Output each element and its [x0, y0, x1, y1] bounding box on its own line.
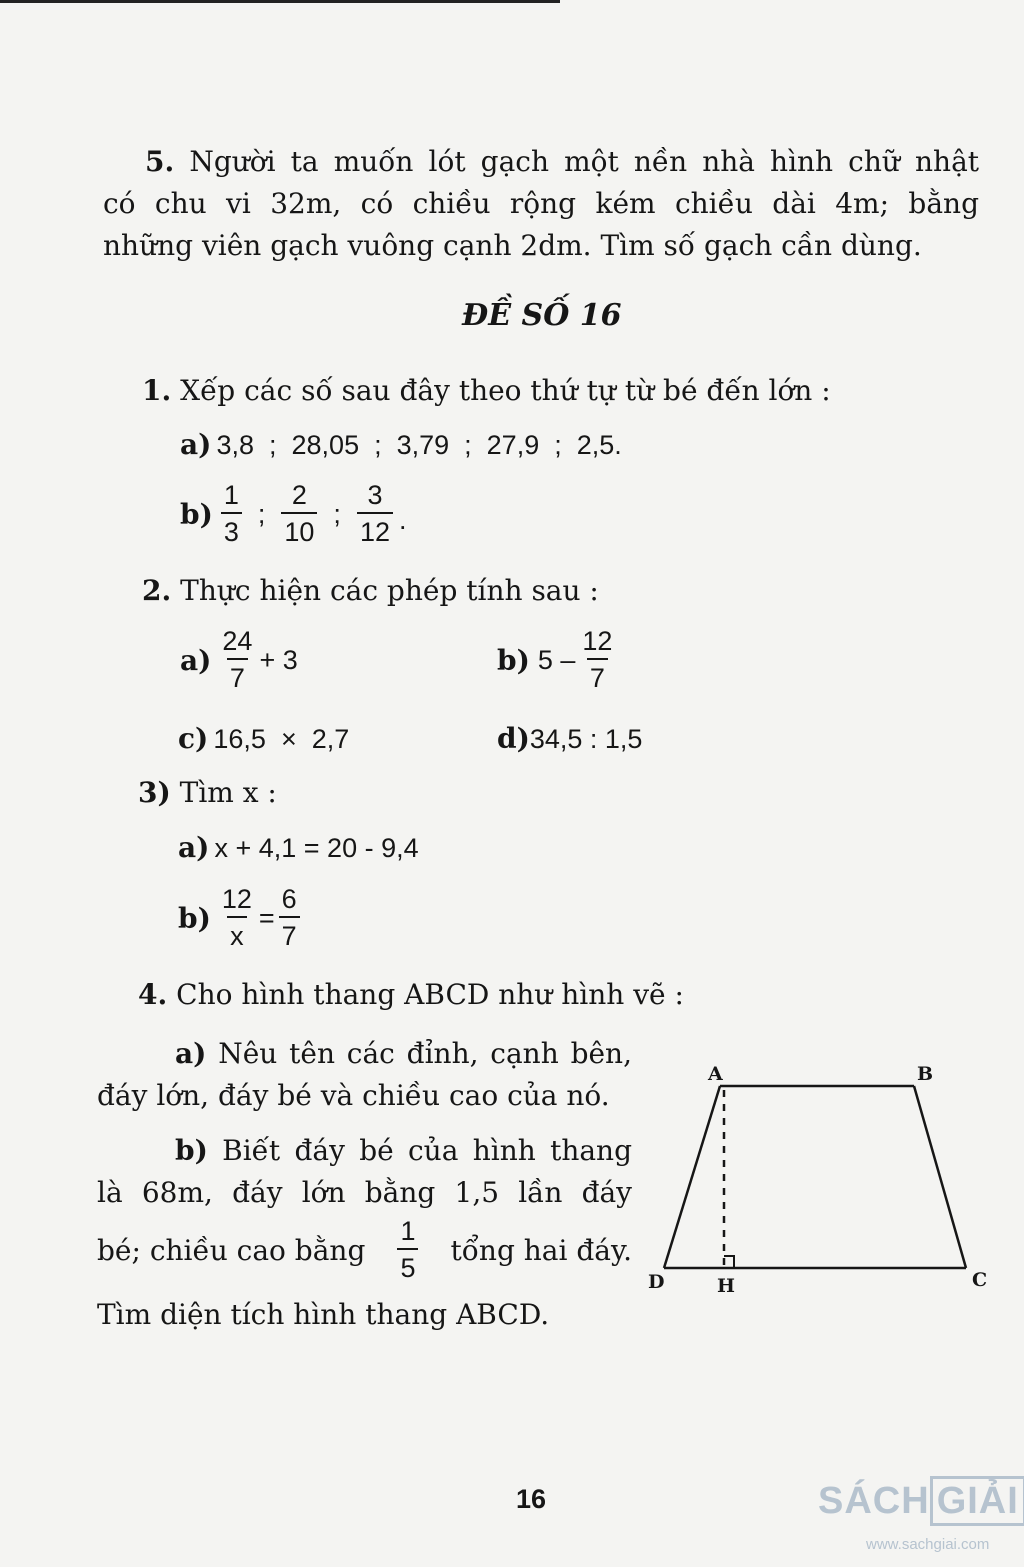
watermark-url: www.sachgiai.com [866, 1536, 990, 1553]
question-3b [178, 882, 304, 954]
question-3a-label: a) [178, 831, 210, 864]
question-4-text: Cho hình thang ABCD như hình vẽ : [176, 978, 684, 1011]
vertex-c-label: C [972, 1269, 988, 1291]
problem-5-line-1 [103, 141, 979, 183]
question-2a-label: a) [180, 643, 212, 677]
side-bc [914, 1086, 966, 1268]
question-4b-label: b) [175, 1134, 208, 1167]
question-2c-label: c) [178, 722, 209, 755]
question-4a-line-2: đáy lớn, đáy bé và chiều cao của nó. [97, 1079, 610, 1112]
question-3a-text: x + 4,1 = 20 - 9,4 [214, 833, 419, 863]
side-ad [664, 1086, 720, 1268]
watermark-brand-left: SÁCH [818, 1480, 930, 1522]
vertex-b-label: B [917, 1063, 934, 1085]
question-4a-line-1: a) Nêu tên các đỉnh, cạnh bên, [97, 1033, 632, 1075]
separator: ; [257, 498, 266, 529]
question-1a-values: 3,8 ; 28,05 ; 3,79 ; 27,9 ; 2,5. [216, 430, 622, 460]
fraction-6-7: $\frac{6}{7}$ [279, 882, 300, 954]
question-3b-label: b) [178, 901, 211, 935]
fraction-12-x: $\frac{12}{x}$ [219, 882, 255, 954]
question-1-number: 1. [142, 374, 172, 407]
top-edge-line [0, 0, 560, 3]
question-1a [180, 428, 622, 461]
fraction-2-10: $\frac{2}{10}$ [281, 478, 317, 550]
question-2b [497, 624, 619, 696]
question-1-text: Xếp các số sau đây theo thứ tự từ bé đến lớn : [180, 374, 831, 407]
right-angle-mark [724, 1256, 734, 1268]
question-2d-text: 34,5 : 1,5 [529, 724, 643, 754]
question-2a-rest: + 3 [259, 644, 298, 675]
watermark-brand-box: GIẢI [930, 1476, 1024, 1526]
question-2b-label: b) [497, 643, 530, 677]
vertex-h-label: H [717, 1275, 735, 1297]
separator: ; [333, 498, 341, 529]
fraction-24-7: $\frac{24}{7}$ [219, 624, 255, 696]
exam-title: ĐỀ SỐ 16 [462, 298, 622, 333]
question-4b-line-3: bé; chiều cao bằng $\frac{1}{5}$ tổng hai đáy. [97, 1214, 632, 1286]
vertex-d-label: D [648, 1271, 665, 1293]
page-number: 16 [516, 1484, 547, 1514]
problem-5-line-3: những viên gạch vuông cạnh 2dm. Tìm số gạch cần dùng. [103, 229, 922, 262]
question-2d-label: d) [497, 722, 530, 755]
fraction-12-7: $\frac{12}{7}$ [579, 624, 615, 696]
question-4b-line-1: b) Biết đáy bé của hình thang [97, 1130, 632, 1172]
question-3a [178, 831, 419, 864]
question-4 [138, 978, 684, 1011]
question-1 [142, 374, 831, 407]
problem-5-text-1: Người ta muốn lót gạch một nền nhà hình chữ nhật [189, 145, 980, 178]
question-2c [178, 722, 349, 755]
question-3-number: 3) [138, 776, 171, 809]
equals-sign: = [258, 902, 275, 933]
question-1b [180, 478, 407, 550]
question-2d [497, 722, 642, 755]
question-4b-line-4: Tìm diện tích hình thang ABCD. [97, 1298, 550, 1331]
problem-5-line-2: có chu vi 32m, có chiều rộng kém chiều dài 4m; bằng [103, 187, 979, 220]
question-1a-label: a) [180, 428, 212, 461]
question-2 [142, 574, 599, 607]
end-period: . [398, 504, 407, 535]
question-3 [138, 776, 277, 809]
question-4a-label: a) [175, 1037, 207, 1070]
trapezoid-figure [640, 1060, 1000, 1300]
problem-5-number: 5. [145, 145, 175, 178]
question-4b-line-2: là 68m, đáy lớn bằng 1,5 lần đáy [97, 1176, 632, 1209]
question-2b-pre: 5 – [537, 644, 576, 675]
question-2-text: Thực hiện các phép tính sau : [180, 574, 599, 607]
fraction-1-5: $\frac{1}{5}$ [397, 1214, 418, 1286]
question-4-number: 4. [138, 978, 168, 1011]
question-3-text: Tìm x : [179, 776, 277, 809]
question-2c-text: 16,5 × 2,7 [213, 724, 350, 754]
question-2a [180, 624, 298, 696]
question-2-number: 2. [142, 574, 172, 607]
fraction-1-3: $\frac{1}{3}$ [221, 478, 242, 550]
fraction-3-12: $\frac{3}{12}$ [357, 478, 393, 550]
question-1b-label: b) [180, 497, 213, 531]
watermark-logo [818, 1476, 1024, 1526]
vertex-a-label: A [708, 1063, 723, 1085]
